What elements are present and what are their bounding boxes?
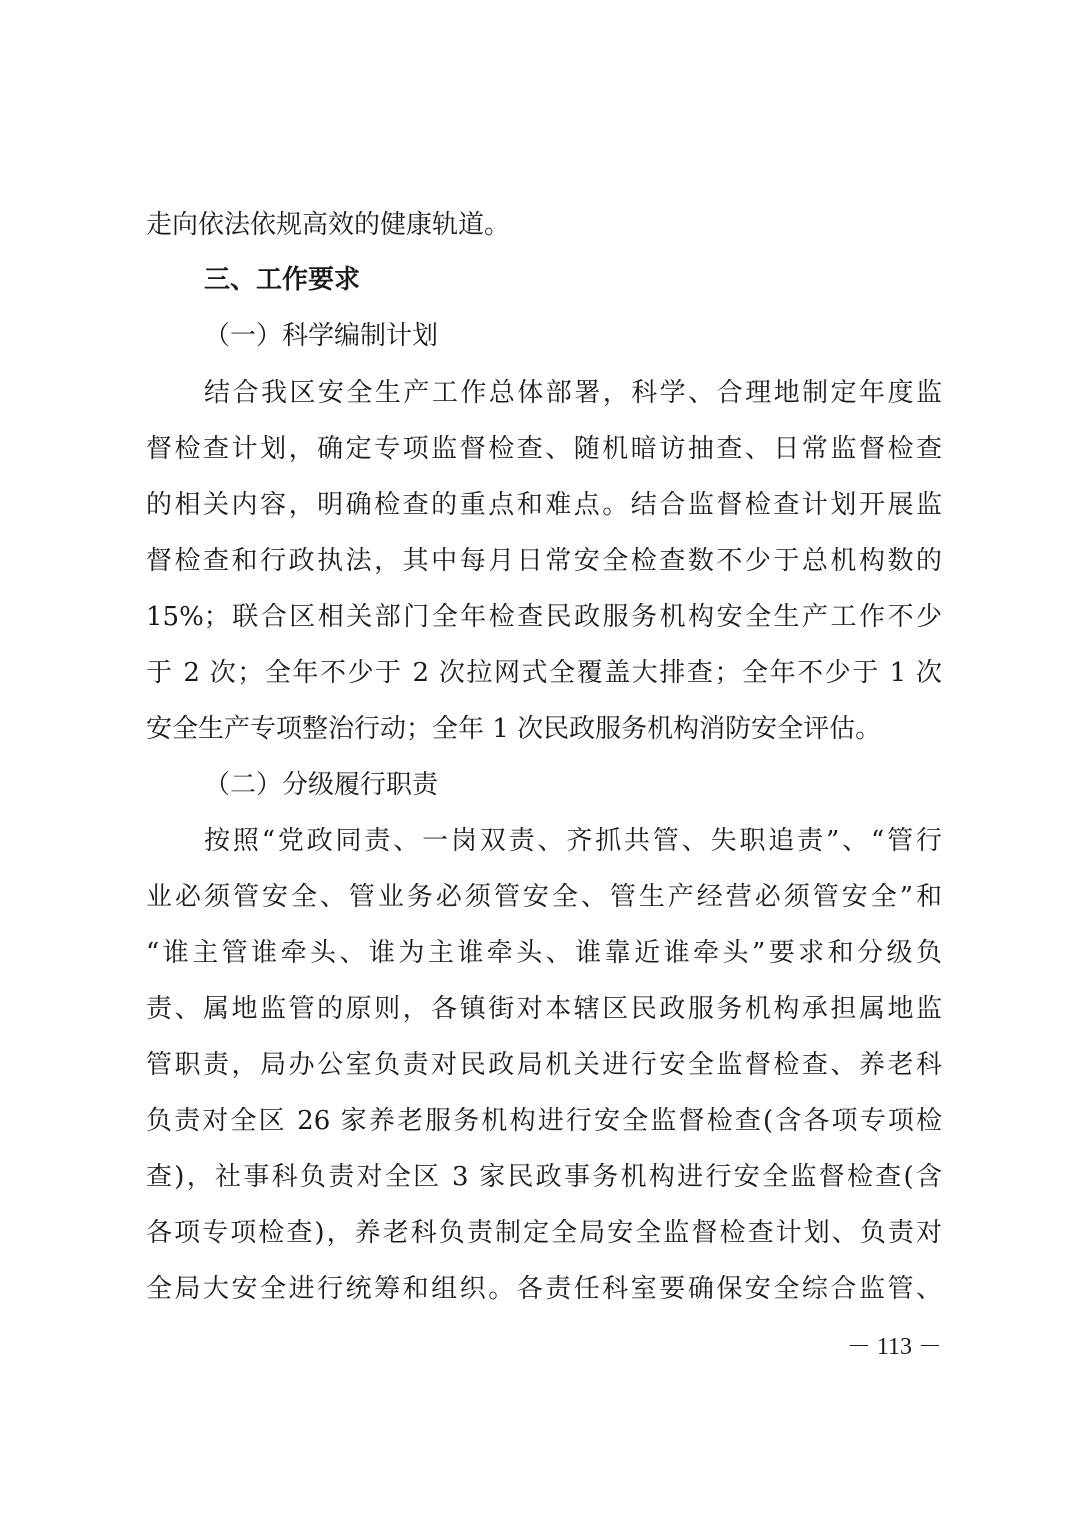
body-text-line: 业必须管安全、管业务必须管安全、管生产经营必须管安全”和 — [146, 882, 942, 912]
body-text-line: 督检查计划，确定专项监督检查、随机暗访抽查、日常监督检查 — [146, 434, 942, 464]
subsection-heading: （二）分级履行职责 — [204, 770, 439, 800]
body-text-line: 于 2 次；全年不少于 2 次拉网式全覆盖大排查；全年不少于 1 次 — [146, 658, 942, 688]
page-number: － 113 － — [846, 1334, 942, 1360]
section-heading: 三、工作要求 — [204, 265, 361, 295]
body-text-line: 各项专项检查)，养老科负责制定全局安全监督检查计划、负责对 — [146, 1218, 942, 1248]
body-text-line: “谁主管谁牵头、谁为主谁牵头、谁靠近谁牵头”要求和分级负 — [146, 938, 942, 968]
body-text-line: 责、属地监管的原则，各镇街对本辖区民政服务机构承担属地监 — [146, 994, 942, 1024]
body-text-line: 按照“党政同责、一岗双责、齐抓共管、失职追责”、“管行 — [204, 826, 942, 856]
body-text-line: 督检查和行政执法，其中每月日常安全检查数不少于总机构数的 — [146, 546, 942, 576]
body-text-line: 的相关内容，明确检查的重点和难点。结合监督检查计划开展监 — [146, 490, 942, 520]
body-text-line: 安全生产专项整治行动；全年 1 次民政服务机构消防安全评估。 — [146, 714, 882, 744]
body-text-line: 查)，社事科负责对全区 3 家民政事务机构进行安全监督检查(含 — [146, 1162, 942, 1192]
body-text-line: 管职责，局办公室负责对民政局机关进行安全监督检查、养老科 — [146, 1050, 942, 1080]
body-text-line: 全局大安全进行统筹和组织。各责任科室要确保安全综合监管、 — [146, 1274, 942, 1304]
subsection-heading: （一）科学编制计划 — [204, 321, 439, 351]
body-text-line: 15%；联合区相关部门全年检查民政服务机构安全生产工作不少 — [146, 602, 942, 632]
body-text-line: 结合我区安全生产工作总体部署，科学、合理地制定年度监 — [204, 378, 942, 408]
body-text-line: 走向依法依规高效的健康轨道。 — [146, 210, 511, 240]
body-text-line: 负责对全区 26 家养老服务机构进行安全监督检查(含各项专项检 — [146, 1106, 942, 1136]
